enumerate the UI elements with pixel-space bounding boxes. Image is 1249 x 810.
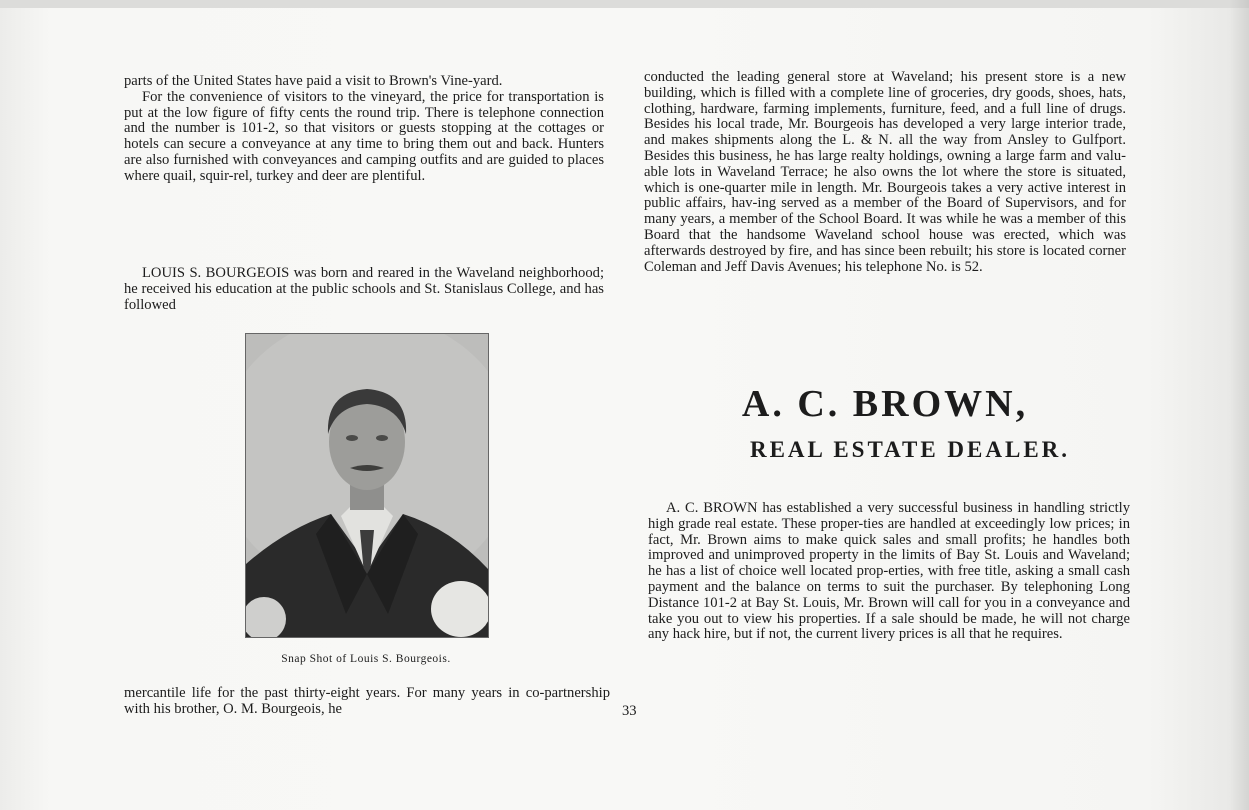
louis-bourgeois-intro: LOUIS S. BOURGEOIS was born and reared in the Waveland neighborhood; he received his education at the public schools and St. Stanislaus College, and has followed [124, 265, 604, 313]
bourgeois-store-paragraph: conducted the leading general store at Waveland; his present store is a new building, which is filled with a complete line of groceries, dry goods, shoes, hats, clothing, hardware, farming implements, furniture, feed, and a full line of drugs. Besides his local trade, Mr. Bourgeois has developed a very large interior trade, and makes shipments along the L. & N. all the way from Ansley to Gulfport. Besides this business, he has large realty holdings, owning a large farm and valu-able lots in Waveland Terrace; he also owns the lot where the store is situated, which is one-quarter mile in length. Mr. Bourgeois takes a very active interest in public affairs, hav-ing served as a member of the Board of Supervisors, and for many years, a member of the School Board. It was while he was a member of this Board that the handsome Waveland school house was erected, which was afterwards destroyed by fire, and has since been rebuilt; his store is located corner Coleman and Jeff Davis Avenues; his telephone No. is 52. [644, 69, 1126, 275]
brown-heading-title: REAL ESTATE DEALER. [749, 437, 1071, 462]
photo-caption: Snap Shot of Louis S. Bourgeois. [281, 653, 451, 665]
louis-bourgeois-photo [245, 333, 489, 638]
page-right-edge [1229, 0, 1249, 810]
brown-paragraph: A. C. BROWN has established a very successful business in handling strictly high grade real estate. These proper-ties are handled at exceedingly low prices; in fact, Mr. Brown aims to make quick sales and small profits; he handles both improved and unimproved property in the limits of Bay St. Louis and Waveland; he has a list of choice well located prop-erties, with free title, asking a small cash payment and the balance on terms to suit the purchaser. By telephoning Long Distance 101-2 at Bay St. Louis, Mr. Brown will call for you in a conveyance and take you out to view his properties. If a sale should be made, he will not charge any hack hire, but if not, the current livery prices is all that he requires. [648, 500, 1130, 643]
louis-bourgeois-continued: mercantile life for the past thirty-eight years. For many years in co-partnership with his brother, O. M. Bourgeois, he [124, 685, 610, 717]
vineyard-text-1: parts of the United States have paid a visit to Brown's Vine-yard. [124, 73, 503, 89]
brown-heading-name: A. C. BROWN, [741, 383, 1029, 425]
page-number: 33 [622, 703, 637, 719]
vineyard-text-2: For the convenience of visitors to the vineyard, the price for transportation is put at the low figure of fifty cents the round trip. There is telephone connection and the number is 101-2, so that visitors or guests stopping at the cottages or hotels can secure a conveyance at any time to bring them out and back. Hunters are also furnished with conveyances and camping outfits and are guided to places where quail, squir-rel, turkey and deer are plentiful. [124, 88, 604, 184]
page-top-edge [0, 0, 1249, 8]
vineyard-paragraphs [124, 74, 604, 185]
